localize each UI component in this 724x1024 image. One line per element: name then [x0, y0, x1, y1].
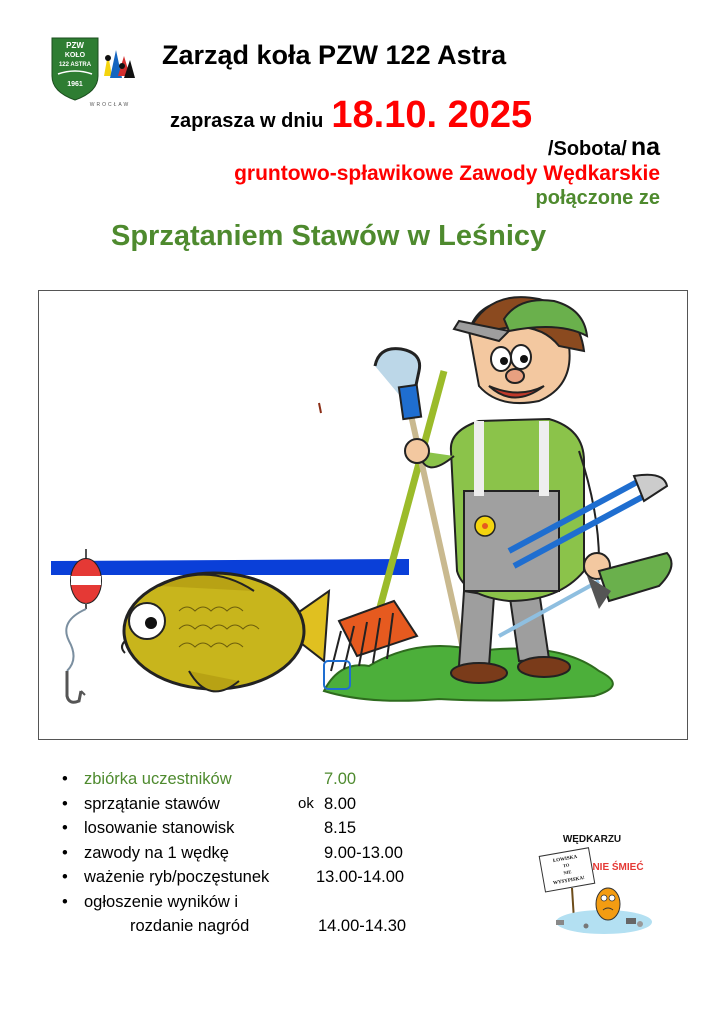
- page-title: Zarząd koła PZW 122 Astra: [162, 40, 507, 70]
- man-illustration-icon: [405, 297, 672, 683]
- schedule-item-continuation: [62, 917, 442, 942]
- schedule-time: 13.00-14.00: [316, 868, 405, 886]
- sign-board-line-2: TO: [562, 862, 570, 869]
- schedule-time: 14.00-14.30: [318, 917, 407, 935]
- anti-litter-sign: [536, 828, 656, 938]
- float-icon: [71, 549, 101, 609]
- bullet-icon: •: [62, 794, 68, 813]
- schedule-label: rozdanie nagród: [130, 917, 250, 935]
- sad-fish-icon: [596, 888, 620, 920]
- event-day: /Sobota/: [547, 138, 627, 160]
- fishing-cleanup-illustration: [39, 291, 687, 739]
- schedule-label: ogłoszenie wyników i: [84, 892, 239, 911]
- bullet-icon: •: [62, 892, 68, 911]
- bullet-icon: •: [62, 868, 68, 886]
- bullet-icon: •: [62, 770, 68, 788]
- invite-text: zaprasza w dniu: [170, 110, 324, 132]
- combined-text: połączone ze: [535, 187, 660, 209]
- schedule-item: [62, 844, 442, 869]
- sign-board-line-4: WYSYPISKA!: [552, 875, 586, 887]
- hook-icon: [66, 609, 86, 702]
- event-name: gruntowo-spławikowe Zawody Wędkarskie: [234, 162, 660, 185]
- schedule-item: [62, 819, 442, 844]
- schedule-list: [62, 770, 442, 942]
- schedule-item: [62, 893, 442, 918]
- illustration-frame: [38, 290, 688, 740]
- sign-board-line-1: ŁOWISKA: [552, 854, 578, 865]
- schedule-item: [62, 795, 442, 820]
- logo-caption: WROCŁAW: [89, 102, 131, 108]
- day-suffix: na: [630, 133, 660, 161]
- invite-row: [170, 94, 532, 137]
- day-row: [548, 133, 660, 162]
- logo-line-2: KOŁO: [64, 52, 86, 59]
- schedule-label: zbiórka uczestników: [84, 770, 232, 788]
- logo-line-3: 122 ASTRA: [58, 62, 92, 68]
- schedule-label: zawody na 1 wędkę: [84, 843, 229, 862]
- schedule-label: losowanie stanowisk: [84, 819, 235, 837]
- sign-board-line-3: NIE: [563, 869, 572, 876]
- event-date: 18.10. 2025: [331, 94, 533, 136]
- schedule-item: [62, 868, 442, 893]
- rake-icon: [331, 371, 444, 671]
- schedule-item: [62, 770, 442, 795]
- schedule-prefix: ok: [298, 794, 314, 812]
- sign-board: [539, 848, 594, 892]
- bullet-icon: •: [62, 819, 68, 837]
- bullet-icon: •: [62, 843, 68, 862]
- schedule-time: 8.15: [324, 819, 357, 837]
- schedule-time: 7.00: [324, 770, 357, 788]
- fish-icon: [122, 573, 329, 691]
- sign-slogan: NIE ŚMIEĆ: [592, 862, 644, 873]
- sign-heading: WĘDKARZU: [562, 834, 622, 845]
- logo-line-4: 1961: [67, 81, 83, 88]
- twig-mark: [319, 403, 321, 413]
- schedule-label: sprzątanie stawów: [84, 794, 220, 813]
- logo-figures-icon: [104, 50, 135, 78]
- schedule-time: 8.00: [324, 794, 357, 813]
- club-logo: [50, 36, 136, 108]
- schedule-time: 9.00-13.00: [324, 843, 403, 862]
- logo-line-1: PZW: [66, 41, 84, 50]
- schedule-label: ważenie ryb/poczęstunek: [84, 868, 270, 886]
- flower-badge: [475, 516, 495, 536]
- cleanup-title: Sprzątaniem Stawów w Leśnicy: [111, 220, 547, 252]
